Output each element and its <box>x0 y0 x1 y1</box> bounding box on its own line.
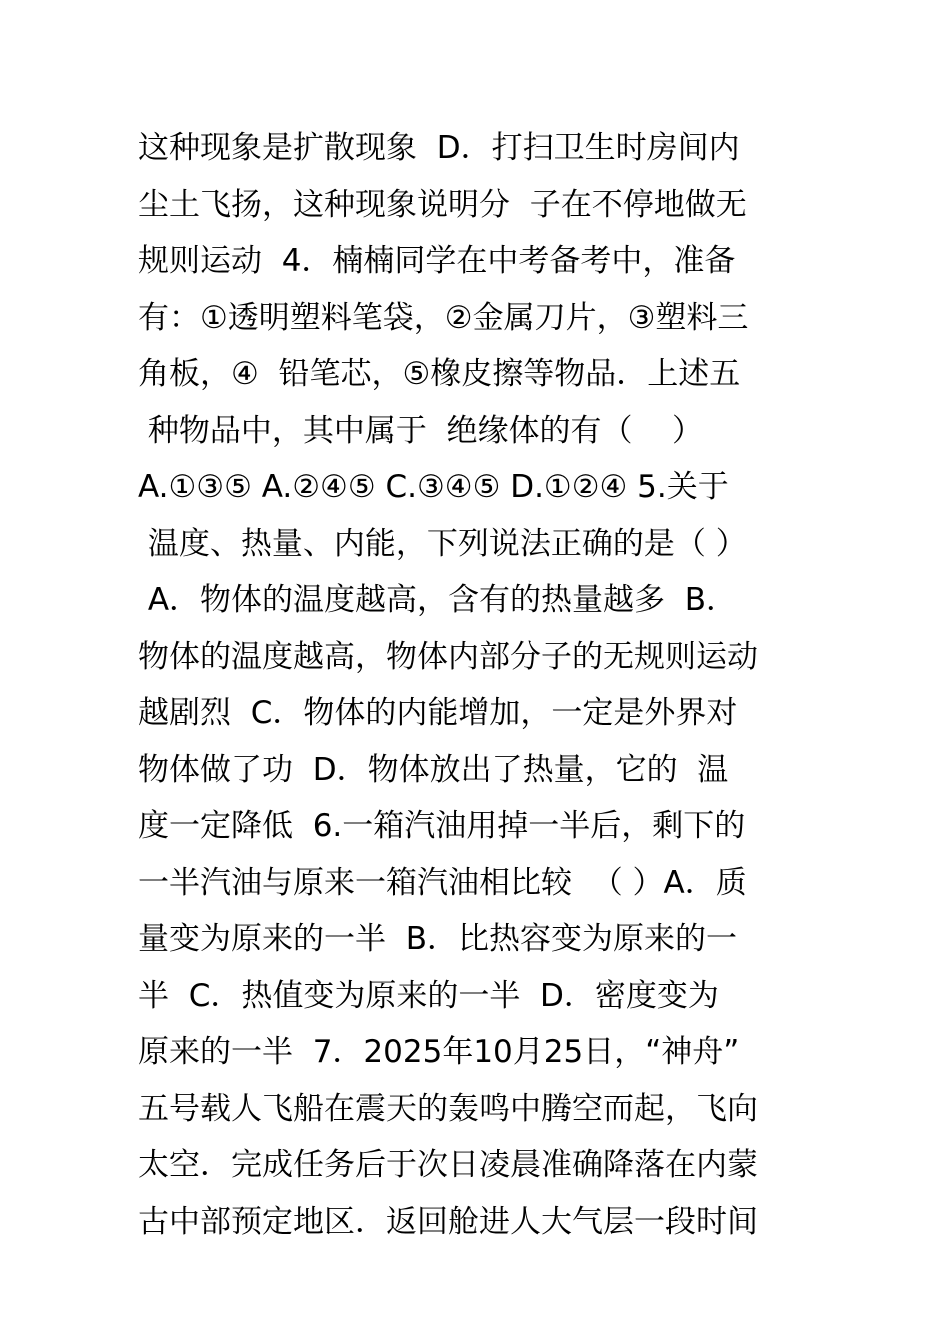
text-line: 尘土飞扬，这种现象说明分 子在不停地做无 <box>138 186 747 223</box>
text-line: A．物体的温度越高，含有的热量越多 B． <box>138 582 738 618</box>
text-line: A.①③⑤ A.②④⑤ C.③④⑤ D.①②④ 5.关于 <box>138 469 729 505</box>
body-text <box>138 120 818 1250</box>
text-line: 量变为原来的一半 B．比热容变为原来的一 <box>138 921 737 957</box>
text-line: 古中部预定地区．返回舱进人大气层一段时间 <box>138 1203 758 1240</box>
text-line: 温度、热量、内能，下列说法正确的是（ ） <box>138 525 747 562</box>
text-line: 物体做了功 D．物体放出了热量，它的 温 <box>138 751 729 788</box>
text-line: 物体的温度越高，物体内部分子的无规则运动 <box>138 638 758 675</box>
text-line: 度一定降低 6.一箱汽油用掉一半后，剩下的 <box>138 808 746 844</box>
text-line: 太空．完成任务后于次日凌晨准确降落在内蒙 <box>138 1147 758 1183</box>
text-line: 这种现象是扩散现象 D．打扫卫生时房间内 <box>138 130 740 166</box>
text-line: 种物品中，其中属于 绝缘体的有（ ） <box>138 412 703 449</box>
text-line: 原来的一半 7．2025年10月25日，“神舟” <box>138 1034 740 1070</box>
text-line: 角板，④ 铅笔芯，⑤橡皮擦等物品．上述五 <box>138 356 741 392</box>
text-line: 规则运动 4．楠楠同学在中考备考中，准备 <box>138 243 736 279</box>
text-line: 有：①透明塑料笔袋，②金属刀片，③塑料三 <box>138 299 749 336</box>
text-line: 半 C．热值变为原来的一半 D．密度变为 <box>138 977 719 1014</box>
text-line: 越剧烈 C．物体的内能增加，一定是外界对 <box>138 695 738 731</box>
text-line: 一半汽油与原来一箱汽油相比较 （ ）A．质 <box>138 864 747 901</box>
text-line: 五号载人飞船在震天的轰鸣中腾空而起，飞向 <box>138 1090 758 1127</box>
